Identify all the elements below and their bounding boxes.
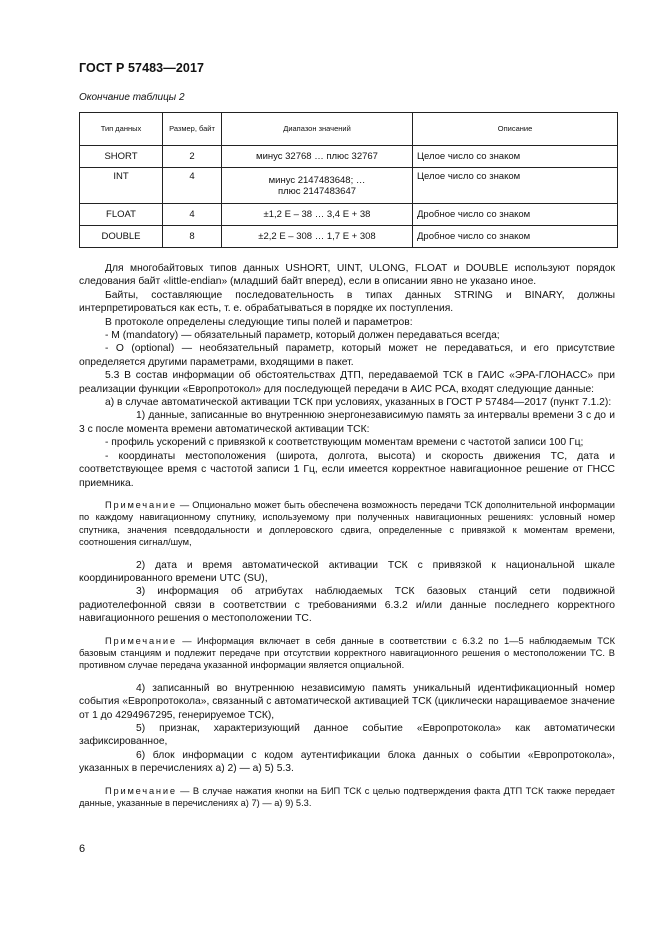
cell-size: 4	[163, 204, 222, 226]
list-item: 4) записанный во внутреннюю независимую память уникальный идентификационный номер события «Европротокола», связанный с автоматической активацией ТСК (циклически наращиваемое значение от 1 до 4294967295, генерируемое ТСК),	[79, 682, 615, 721]
cell-description: Дробное число со знаком	[413, 226, 618, 248]
list-item: - профиль ускорений с привязкой к соответствующим моментам времени с частотой записи 100 Гц;	[105, 437, 584, 449]
note	[79, 785, 615, 810]
cell-description: Дробное число со знаком	[413, 204, 618, 226]
list-item: - O (optional) — необязательный параметр, который может не передаваться, и его присутствие определяется другими параметрами, входящими в пакет.	[79, 343, 615, 368]
document-header: ГОСТ Р 57483—2017	[79, 61, 205, 75]
cell-range	[222, 146, 413, 168]
range-line: минус 2147483648; …	[268, 174, 366, 186]
note-text: — Информация включает в себя данные в соответствии с 6.3.2 по 1—5 наблюдаемым ТСК базовым станциям и подлежит передаче при отсутствии корректного навигационного решения о местоположении ТС. В противном случае передача указанной информации является опциальной.	[79, 635, 615, 671]
paragraph: Байты, составляющие последовательность в типах данных STRING и BINARY, должны интерпретироваться как есть, т. е. обрабатываться в порядке их поступления.	[79, 289, 615, 315]
range-line: ±1,2 E – 38 … 3,4 E + 38	[263, 209, 371, 220]
list-item: 3) информация об атрибутах наблюдаемых ТСК базовых станций сети подвижной радиотелефонной связи в соответствии с требованиями 6.3.2 и/или данные последнего корректного навигационного решения о местоположении ТС.	[79, 586, 615, 625]
table-row	[80, 168, 618, 204]
range-line: ±2,2 E – 308 … 1,7 E + 308	[258, 231, 376, 242]
list-item: 5) признак, характеризующий данное событие «Европротокола» как автоматически зафиксированное,	[79, 723, 615, 748]
note-text: — Опционально может быть обеспечена возможность передачи ТСК дополнительной информации по каждому навигационному спутнику, используемому при полученных навигационных решениях: условный номер спутника, значения псевдодальности и доплеровского сдвига, определенные с привязкой к моментам времени, соотношения сигнал/шум,	[79, 499, 615, 548]
note-text: — В случае нажатия кнопки на БИП ТСК с целью подтверждения факта ДТП ТСК также передает данные, указанные в перечислениях а) 7) — а) 9) 5.3.	[79, 785, 615, 809]
note-label: Примечание	[105, 635, 177, 646]
cell-range	[222, 168, 413, 204]
body-text	[79, 262, 615, 819]
note-label: Примечание	[105, 499, 177, 510]
column-header-size: Размер, байт	[163, 113, 222, 146]
list-item: - M (mandatory) — обязательный параметр, который должен передаваться всегда;	[105, 330, 500, 342]
note-label: Примечание	[105, 785, 177, 796]
cell-type: DOUBLE	[80, 226, 163, 248]
cell-size: 4	[163, 168, 222, 204]
cell-type: INT	[80, 168, 163, 204]
table-header-row	[80, 113, 618, 146]
column-header-type: Тип данных	[80, 113, 163, 146]
table-row	[80, 226, 618, 248]
list-item: 6) блок информации с кодом аутентификации блока данных о событии «Европротокола», указанных в перечислениях а) 2) — а) 5) 5.3.	[79, 749, 615, 775]
table-caption: Окончание таблицы 2	[79, 92, 185, 103]
column-header-range: Диапазон значений	[222, 113, 413, 146]
paragraph: В протоколе определены следующие типы полей и параметров:	[105, 316, 413, 328]
note	[79, 499, 615, 549]
table-row	[80, 204, 618, 226]
column-header-description: Описание	[413, 113, 618, 146]
cell-size: 8	[163, 226, 222, 248]
list-item: - координаты местоположения (широта, долгота, высота) и скорость движения ТС, дата и соответствующее время с частотой записи 1 Гц, если имеется корректное навигационное решение от ГНСС приемника.	[79, 450, 615, 489]
cell-description: Целое число со знаком	[413, 146, 618, 168]
cell-range	[222, 226, 413, 248]
list-item: 2) дата и время автоматической активации ТСК с привязкой к национальной шкале координированного времени UTC (SU),	[79, 559, 615, 584]
cell-description: Целое число со знаком	[413, 168, 618, 204]
cell-type: FLOAT	[80, 204, 163, 226]
paragraph: Для многобайтовых типов данных USHORT, UINT, ULONG, FLOAT и DOUBLE используют порядок следования байт «little-endian» (младший байт вперед), если в описании явно не указано иное.	[79, 263, 615, 288]
range-line: минус 32768 … плюс 32767	[256, 151, 378, 162]
table-row	[80, 146, 618, 168]
cell-type: SHORT	[80, 146, 163, 168]
list-item: 1) данные, записанные во внутреннюю энергонезависимую память за интервалы времени 3 с до и 3 с после момента времени автоматической активации ТСК:	[79, 410, 615, 435]
range-line-2: плюс 2147483647	[277, 185, 357, 197]
paragraph: 5.3 В состав информации об обстоятельствах ДТП, передаваемой ТСК в ГАИС «ЭРА-ГЛОНАСС» при реализации функции «Европротокол» для последующей передачи в АИС РСА, входят следующие данные:	[79, 370, 615, 395]
paragraph: а) в случае автоматической активации ТСК при условиях, указанных в ГОСТ Р 57484—2017 (пункт 7.1.2):	[105, 397, 612, 409]
note	[79, 635, 615, 672]
page-number: 6	[79, 843, 86, 855]
data-types-table	[79, 112, 618, 248]
cell-size: 2	[163, 146, 222, 168]
cell-range	[222, 204, 413, 226]
